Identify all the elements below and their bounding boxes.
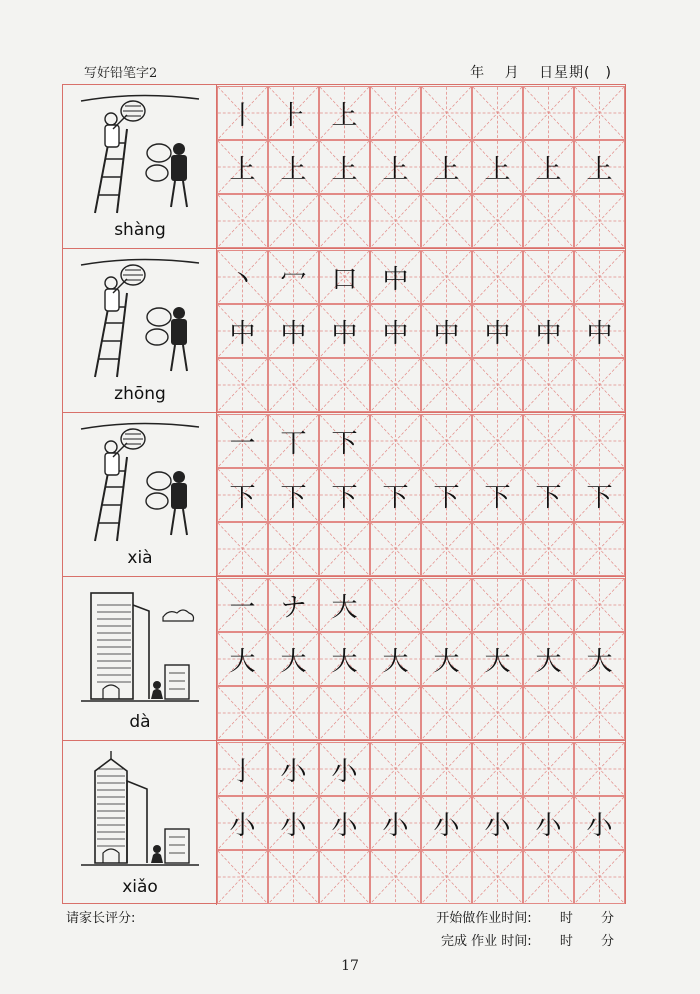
model-character: 中 (280, 318, 307, 349)
model-character-row (217, 796, 625, 850)
model-character: 大 (331, 646, 358, 677)
grid-cell[interactable] (523, 194, 574, 248)
blank-practice-row (217, 358, 625, 412)
grid-cell[interactable] (523, 686, 574, 740)
grid-cell[interactable] (217, 140, 268, 194)
model-character: 上 (280, 154, 307, 185)
model-character: 中 (535, 318, 562, 349)
grid-cell[interactable] (319, 86, 370, 140)
grid-cell[interactable] (574, 578, 625, 632)
grid-cell[interactable] (472, 140, 523, 194)
grid-cell[interactable] (319, 358, 370, 412)
grid-cell[interactable] (523, 250, 574, 304)
grid-cell[interactable] (574, 468, 625, 522)
grid-cell[interactable] (421, 414, 472, 468)
start-hour-unit: 时 (559, 911, 573, 926)
grid-cell[interactable] (574, 140, 625, 194)
grid-cell[interactable] (319, 742, 370, 796)
stroke-order-row (217, 414, 625, 468)
grid-cell[interactable] (421, 86, 472, 140)
grid-cell[interactable] (523, 522, 574, 576)
grid-cell[interactable] (370, 250, 421, 304)
stroke-order-row (217, 86, 625, 140)
practice-grid (217, 413, 625, 576)
model-character: 下 (331, 482, 358, 513)
grid-cell[interactable] (319, 194, 370, 248)
model-character: 大 (433, 646, 460, 677)
grid-cell[interactable] (217, 304, 268, 358)
grid-cell[interactable] (268, 140, 319, 194)
grid-cell[interactable] (523, 358, 574, 412)
grid-cell[interactable] (217, 468, 268, 522)
grid-cell[interactable] (421, 578, 472, 632)
grid-cell[interactable] (319, 850, 370, 904)
grid-cell[interactable] (370, 796, 421, 850)
grid-cell[interactable] (268, 194, 319, 248)
stroke-order-row (217, 250, 625, 304)
grid-cell[interactable] (370, 86, 421, 140)
grid-cell[interactable] (472, 796, 523, 850)
grid-cell[interactable] (472, 522, 523, 576)
date-month: 月 (504, 65, 520, 81)
grid-cell[interactable] (268, 578, 319, 632)
stroke-step-character: 中 (382, 264, 409, 295)
date-year: 年 (470, 65, 486, 81)
model-character: 上 (229, 154, 256, 185)
grid-cell[interactable] (268, 414, 319, 468)
book-title: 写好铅笔字2 (84, 66, 158, 81)
grid-cell[interactable] (319, 304, 370, 358)
grid-cell[interactable] (421, 632, 472, 686)
character-section (63, 577, 625, 741)
model-character: 中 (484, 318, 511, 349)
grid-cell[interactable] (370, 522, 421, 576)
grid-cell[interactable] (523, 796, 574, 850)
date-line (456, 62, 612, 82)
grid-cell[interactable] (421, 358, 472, 412)
grid-cell[interactable] (421, 140, 472, 194)
grid-cell[interactable] (472, 304, 523, 358)
model-character: 上 (331, 154, 358, 185)
grid-cell[interactable] (217, 850, 268, 904)
pinyin-label: shàng (114, 220, 166, 240)
grid-cell[interactable] (421, 742, 472, 796)
grid-cell[interactable] (472, 742, 523, 796)
grid-cell[interactable] (523, 632, 574, 686)
model-character: 下 (433, 482, 460, 513)
grid-cell[interactable] (574, 796, 625, 850)
grid-cell[interactable] (574, 632, 625, 686)
character-section (63, 85, 625, 249)
grid-cell[interactable] (574, 850, 625, 904)
grid-cell[interactable] (472, 414, 523, 468)
model-character: 中 (586, 318, 613, 349)
model-character: 中 (229, 318, 256, 349)
grid-cell[interactable] (319, 686, 370, 740)
model-character: 下 (229, 482, 256, 513)
model-character: 下 (280, 482, 307, 513)
model-character: 中 (433, 318, 460, 349)
stroke-step-character: 大 (331, 592, 358, 623)
grid-cell[interactable] (370, 194, 421, 248)
finish-time-line (441, 930, 614, 949)
model-character: 大 (484, 646, 511, 677)
grid-cell[interactable] (370, 358, 421, 412)
grid-cell[interactable] (574, 250, 625, 304)
grid-cell[interactable] (217, 686, 268, 740)
grid-cell[interactable] (319, 578, 370, 632)
grid-cell[interactable] (268, 796, 319, 850)
grid-cell[interactable] (421, 686, 472, 740)
grid-cell[interactable] (574, 358, 625, 412)
grid-cell[interactable] (319, 796, 370, 850)
practice-grid (217, 577, 625, 740)
grid-cell[interactable] (523, 86, 574, 140)
grid-cell[interactable] (523, 468, 574, 522)
grid-cell[interactable] (319, 468, 370, 522)
grid-cell[interactable] (217, 522, 268, 576)
grid-cell[interactable] (217, 358, 268, 412)
illustration-panel (63, 741, 217, 905)
grid-cell[interactable] (472, 358, 523, 412)
model-character: 中 (331, 318, 358, 349)
grid-cell[interactable] (370, 632, 421, 686)
character-section (63, 741, 625, 905)
model-character: 小 (382, 810, 409, 841)
grid-cell[interactable] (523, 850, 574, 904)
grid-cell[interactable] (574, 194, 625, 248)
stroke-step-character: 一 (229, 428, 256, 459)
model-character: 小 (331, 810, 358, 841)
stroke-step-character: 小 (280, 756, 307, 787)
model-character: 大 (229, 646, 256, 677)
model-character: 小 (229, 810, 256, 841)
model-character: 大 (382, 646, 409, 677)
stroke-step-character: 冖 (280, 264, 307, 295)
grid-cell[interactable] (574, 86, 625, 140)
model-character: 小 (535, 810, 562, 841)
finish-hour-unit: 时 (559, 934, 573, 949)
grid-cell[interactable] (421, 250, 472, 304)
model-character: 小 (586, 810, 613, 841)
grid-cell[interactable] (472, 250, 523, 304)
start-time-line (436, 907, 614, 926)
pinyin-label: zhōng (114, 384, 166, 404)
grid-cell[interactable] (472, 850, 523, 904)
stroke-order-row (217, 578, 625, 632)
model-character: 大 (535, 646, 562, 677)
blank-practice-row (217, 522, 625, 576)
stroke-step-character: 一 (229, 592, 256, 623)
grid-cell[interactable] (268, 358, 319, 412)
grid-cell[interactable] (523, 578, 574, 632)
grid-cell[interactable] (523, 414, 574, 468)
grid-cell[interactable] (370, 140, 421, 194)
grid-cell[interactable] (268, 304, 319, 358)
grid-cell[interactable] (574, 686, 625, 740)
model-character: 上 (586, 154, 613, 185)
grid-cell[interactable] (217, 632, 268, 686)
grid-cell[interactable] (268, 522, 319, 576)
grid-cell[interactable] (319, 522, 370, 576)
grid-cell[interactable] (268, 632, 319, 686)
pinyin-label: xiǎo (122, 877, 158, 897)
model-character: 大 (586, 646, 613, 677)
date-day-weekday: 日星期( ) (539, 65, 612, 81)
grid-cell[interactable] (268, 250, 319, 304)
illustration-panel (63, 249, 217, 412)
page-number: 17 (341, 958, 359, 974)
grid-cell[interactable] (268, 742, 319, 796)
grid-cell[interactable] (217, 414, 268, 468)
grid-cell[interactable] (421, 796, 472, 850)
grid-cell[interactable] (217, 250, 268, 304)
model-character-row (217, 632, 625, 686)
finish-minute-unit: 分 (600, 934, 614, 949)
stroke-step-character: ⺊ (280, 100, 307, 131)
model-character: 小 (280, 810, 307, 841)
model-character: 下 (484, 482, 511, 513)
grid-cell[interactable] (472, 578, 523, 632)
grid-cell[interactable] (472, 686, 523, 740)
grid-cell[interactable] (574, 304, 625, 358)
grid-cell[interactable] (268, 86, 319, 140)
blank-practice-row (217, 686, 625, 740)
grid-cell[interactable] (370, 578, 421, 632)
start-time-label: 开始做作业时间: (436, 911, 532, 926)
grid-cell[interactable] (217, 86, 268, 140)
grid-cell[interactable] (319, 140, 370, 194)
grid-cell[interactable] (523, 304, 574, 358)
grid-cell[interactable] (574, 742, 625, 796)
grid-cell[interactable] (421, 194, 472, 248)
grid-cell[interactable] (319, 250, 370, 304)
start-minute-unit: 分 (600, 911, 614, 926)
pinyin-label: dà (129, 712, 151, 732)
stroke-order-row (217, 742, 625, 796)
model-character: 下 (586, 482, 613, 513)
stroke-step-character: 下 (331, 428, 358, 459)
grid-cell[interactable] (472, 632, 523, 686)
model-character: 中 (382, 318, 409, 349)
model-character: 大 (280, 646, 307, 677)
model-character-row (217, 140, 625, 194)
grid-cell[interactable] (421, 522, 472, 576)
grid-cell[interactable] (574, 522, 625, 576)
grid-cell[interactable] (370, 414, 421, 468)
model-character: 小 (484, 810, 511, 841)
model-character-row (217, 304, 625, 358)
grid-cell[interactable] (523, 742, 574, 796)
stroke-step-character: 亅 (229, 756, 256, 787)
model-character: 上 (382, 154, 409, 185)
grid-cell[interactable] (472, 86, 523, 140)
grid-cell[interactable] (472, 194, 523, 248)
model-character: 上 (535, 154, 562, 185)
model-character: 下 (535, 482, 562, 513)
grid-cell[interactable] (421, 468, 472, 522)
model-character-row (217, 468, 625, 522)
blank-practice-row (217, 850, 625, 904)
character-section (63, 413, 625, 577)
grid-cell[interactable] (268, 468, 319, 522)
grid-cell[interactable] (370, 468, 421, 522)
grid-cell[interactable] (217, 796, 268, 850)
grid-cell[interactable] (421, 304, 472, 358)
stroke-step-character: 上 (331, 100, 358, 131)
grid-cell[interactable] (370, 742, 421, 796)
stroke-step-character: 丨 (229, 100, 256, 131)
grid-cell[interactable] (319, 414, 370, 468)
stroke-step-character: 丅 (280, 428, 307, 459)
practice-sheet (62, 84, 626, 904)
blank-practice-row (217, 194, 625, 248)
stroke-step-character: 丶 (229, 264, 256, 295)
grid-cell[interactable] (217, 194, 268, 248)
grid-cell[interactable] (268, 686, 319, 740)
grid-cell[interactable] (370, 304, 421, 358)
finish-time-label: 完成 作业 时间: (441, 934, 532, 949)
pinyin-label: xià (127, 548, 153, 568)
stroke-step-character: 口 (331, 264, 358, 295)
model-character: 上 (433, 154, 460, 185)
grid-cell[interactable] (574, 414, 625, 468)
practice-grid (217, 741, 625, 905)
practice-grid (217, 249, 625, 412)
grid-cell[interactable] (370, 850, 421, 904)
stroke-step-character: ナ (280, 592, 307, 623)
grid-cell[interactable] (421, 850, 472, 904)
illustration-panel (63, 413, 217, 576)
model-character: 上 (484, 154, 511, 185)
illustration-panel (63, 85, 217, 248)
character-section (63, 249, 625, 413)
grid-cell[interactable] (217, 742, 268, 796)
model-character: 小 (433, 810, 460, 841)
illustration-panel (63, 577, 217, 740)
grid-cell[interactable] (268, 850, 319, 904)
parent-score-label: 请家长评分: (66, 911, 136, 926)
grid-cell[interactable] (319, 632, 370, 686)
grid-cell[interactable] (523, 140, 574, 194)
grid-cell[interactable] (370, 686, 421, 740)
grid-cell[interactable] (217, 578, 268, 632)
model-character: 下 (382, 482, 409, 513)
practice-grid (217, 85, 625, 248)
stroke-step-character: 小 (331, 756, 358, 787)
grid-cell[interactable] (472, 468, 523, 522)
